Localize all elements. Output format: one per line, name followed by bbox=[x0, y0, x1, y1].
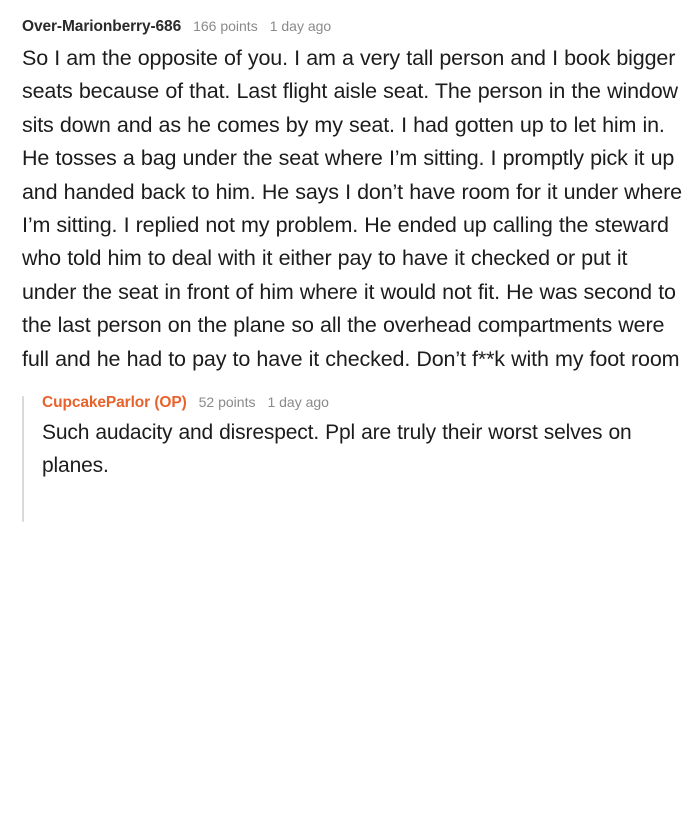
bottom-spacer bbox=[22, 482, 686, 512]
comment-points: 166 points bbox=[193, 18, 258, 34]
comment-header bbox=[22, 18, 686, 36]
thread-line[interactable] bbox=[22, 396, 24, 522]
reply-timestamp: 1 day ago bbox=[267, 394, 329, 411]
reply-author[interactable]: CupcakeParlor (OP) bbox=[42, 394, 187, 412]
reply-header bbox=[42, 394, 686, 412]
reply-points: 52 points bbox=[198, 394, 256, 411]
comment-author[interactable]: Over-Marionberry-686 bbox=[22, 18, 182, 35]
comment-timestamp: 1 day ago bbox=[269, 18, 332, 34]
comment-body: So I am the opposite of you. I am a very tall person and I book bigger seats because of that. Last flight aisle seat. The person in the window sits down and as he comes by my seat. I had gotten up to let him in. He tosses a bag under the seat where I’m sitting. I promptly pick it up and handed back to him. He says I don’t have room for it under where I’m sitting. I replied not my problem. He ended up calling the steward who told him to deal with it either pay to have it checked or put it under the seat in front of him where it would not fit. He was second to the last person on the plane so all the overhead compartments were full and he had to pay to have it checked. Don’t f**k with my foot room bbox=[22, 46, 682, 371]
comment-top-level bbox=[22, 18, 686, 376]
comment-reply bbox=[22, 394, 686, 482]
reply-body: Such audacity and disrespect. Ppl are truly their worst selves on planes. bbox=[42, 421, 632, 478]
